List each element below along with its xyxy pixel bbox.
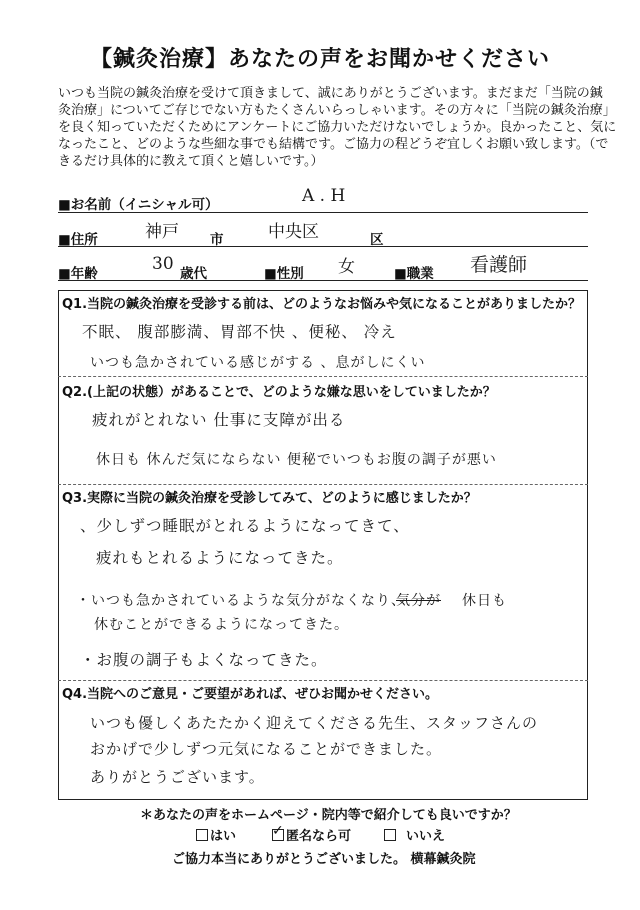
intro-line: きるだけ具体的に教えて頂くと嬉しいです。） [58, 154, 324, 169]
q3-answer-line[interactable]: 、少しずつ睡眠がとれるようになってきて、 [80, 517, 410, 535]
q1-label: Q1.当院の鍼灸治療を受診する前は、どのようなお悩みや気になることがありましたか？ [62, 297, 582, 312]
thanks-text: ご協力本当にありがとうございました。 横幕鍼灸院 [172, 852, 476, 867]
q3-strikethrough-text[interactable]: 気分が [396, 593, 441, 609]
address-underline [58, 246, 588, 247]
ward-unit: 区 [370, 232, 384, 248]
publish-consent-question: ＊あなたの声をホームページ・院内等で紹介しても良いですか？ [140, 808, 517, 823]
profile-underline [58, 280, 588, 281]
q3-answer-line[interactable]: ・いつも急かされているような気分がなくなり、 [76, 593, 406, 609]
option-yes[interactable] [196, 825, 236, 844]
q2-separator [58, 484, 588, 485]
address-label: ■住所 [58, 232, 98, 248]
page-title: 【鍼灸治療】あなたの声をお聞かせください [89, 47, 550, 72]
option-no-label: いいえ [406, 829, 446, 844]
intro-line: を良く知っていただくためにアンケートにご協力いただけないでしょうか。良かったこと、気に [58, 120, 617, 135]
q3-answer-line[interactable]: ・お腹の調子もよくなってきた。 [80, 651, 328, 669]
job-value[interactable]: 看護師 [470, 254, 528, 276]
age-label: ■年齢 [58, 266, 98, 282]
q2-answer-line[interactable]: 疲れがとれない 仕事に支障が出る [92, 411, 346, 429]
intro-paragraph [58, 85, 617, 170]
q3-answer-line[interactable]: 休日も [462, 593, 507, 609]
city-unit: 市 [210, 232, 224, 248]
checkmark-icon: ✓ [272, 823, 284, 839]
intro-line: なったこと、どのような些細な事でも結構です。ご協力の程どうぞ宜しくお願い致します。（で [58, 137, 609, 152]
option-yes-label: はい [210, 829, 237, 844]
q3-answer-line[interactable]: 疲れもとれるようになってきた。 [96, 549, 344, 567]
checkbox-yes[interactable] [196, 829, 208, 841]
q3-answer-line[interactable]: 休むことができるようになってきた。 [94, 617, 349, 633]
q1-answer-line[interactable]: いつも急かされている感じがする 、息がしにくい [90, 355, 426, 371]
option-anonymous-label: 匿名なら可 [286, 829, 352, 844]
age-value[interactable]: 30 [152, 254, 174, 274]
q1-answer-line[interactable]: 不眠、 腹部膨満、胃部不快 、便秘、 冷え [82, 323, 397, 341]
q1-separator [58, 376, 588, 377]
option-no[interactable] [384, 825, 445, 844]
city-value[interactable]: 神戸 [145, 222, 179, 242]
age-unit: 歳代 [180, 266, 207, 282]
name-underline [58, 212, 588, 213]
intro-line: いつも当院の鍼灸治療を受けて頂きまして、誠にありがとうございます。まだまだ「当院の鍼 [58, 86, 603, 101]
q2-label: Q2.(上記の状態）があることで、どのような嫌な思いをしていましたか？ [62, 385, 496, 400]
q3-label: Q3.実際に当院の鍼灸治療を受診してみて、どのように感じましたか？ [62, 491, 477, 506]
gender-label: ■性別 [264, 266, 304, 282]
q2-answer-line[interactable]: 休日も 休んだ気にならない 便秘でいつもお腹の調子が悪い [96, 452, 497, 468]
q4-answer-line[interactable]: おかげで少しずつ元気になることができました。 [90, 740, 443, 758]
q3-separator [58, 680, 588, 681]
checkbox-anonymous[interactable] [272, 823, 284, 841]
ward-value[interactable]: 中央区 [268, 222, 319, 242]
q4-answer-line[interactable]: いつも優しくあたたかく迎えてくださる先生、スタッフさんの [90, 714, 539, 732]
option-anonymous[interactable] [272, 825, 351, 844]
intro-line: 灸治療」についてご存じでない方もたくさんいらっしゃいます。その方々に「当院の鍼灸治療」 [58, 103, 616, 118]
checkbox-no[interactable] [384, 829, 396, 841]
name-value[interactable]: A . H [302, 186, 346, 206]
name-label: ■お名前（イニシャル可） [58, 197, 219, 213]
q4-label: Q4.当院へのご意見・ご要望があれば、ぜひお聞かせください。 [62, 687, 439, 702]
job-label: ■職業 [394, 266, 434, 282]
gender-value[interactable]: 女 [338, 257, 355, 277]
q4-answer-line[interactable]: ありがとうございます。 [90, 768, 265, 786]
